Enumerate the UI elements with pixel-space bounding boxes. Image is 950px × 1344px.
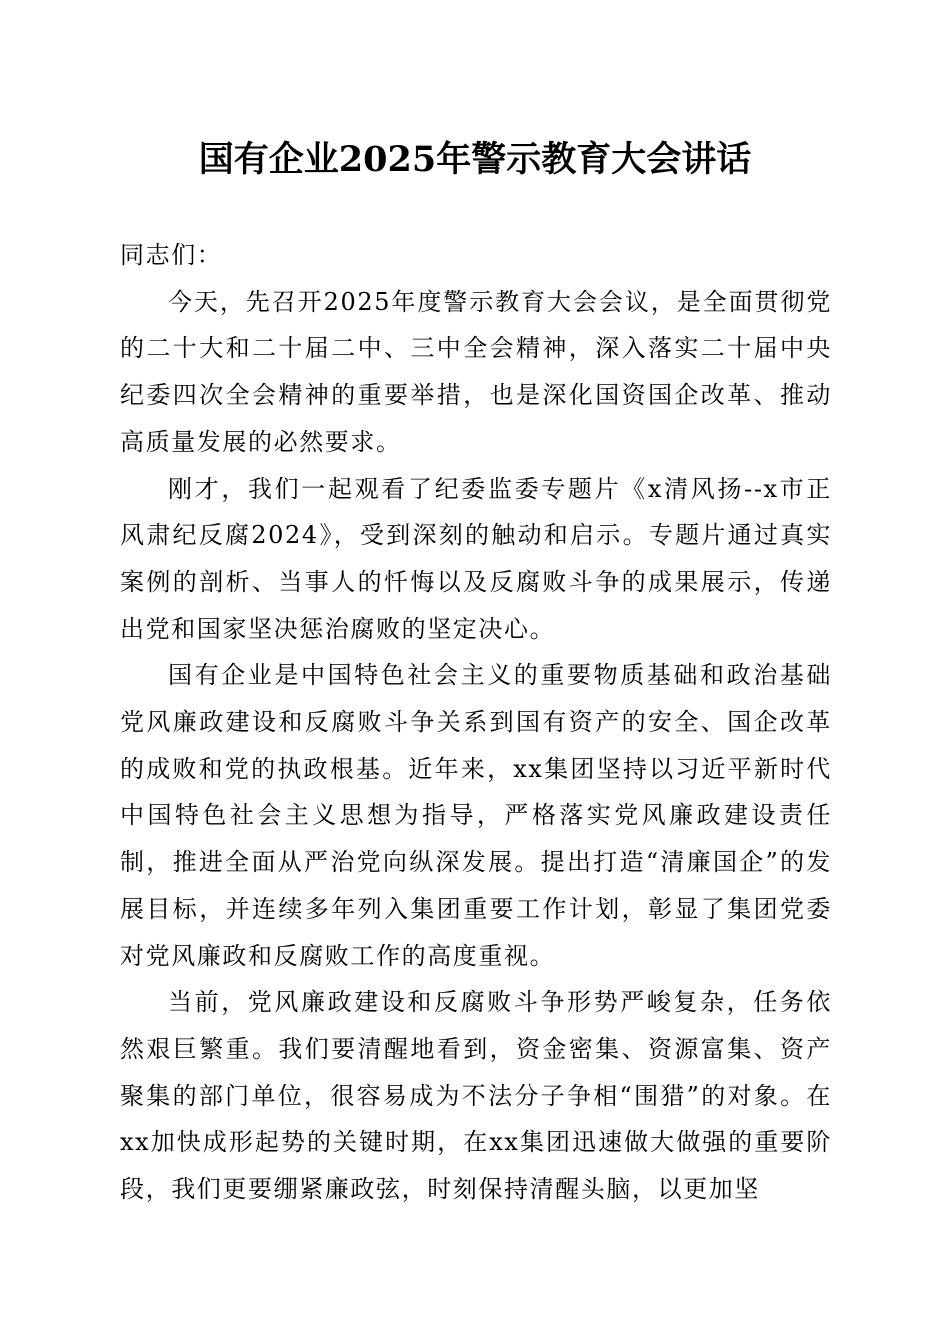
document-body xyxy=(120,232,832,1213)
paragraph-1: 今天，先召开2025年度警示教育大会会议，是全面贯彻党的二十大和二十届二中、三中全会精神，深入落实二十届中央纪委四次全会精神的重要举措，也是深化国资国企改革、推动高质量发展的必然要求。 xyxy=(120,287,832,456)
document-title: 国有企业2025年警示教育大会讲话 xyxy=(198,139,752,180)
paragraph-3: 国有企业是中国特色社会主义的重要物质基础和政治基础党风廉政建设和反腐败斗争关系到国有资产的安全、国企改革的成败和党的执政根基。近年来，xx集团坚持以习近平新时代中国特色社会主义思想为指导，严格落实党风廉政建设责任制，推进全面从严治党向纵深发展。提出打造“清廉国企”的发展目标，并连续多年列入集团重要工作计划，彰显了集团党委对党风廉政和反腐败工作的高度重视。 xyxy=(120,661,832,970)
paragraph-4: 当前，党风廉政建设和反腐败斗争形势严峻复杂，任务依然艰巨繁重。我们要清醒地看到，资金密集、资源富集、资产聚集的部门单位，很容易成为不法分子争相“围猎”的对象。在xx加快成形起势的关键时期，在xx集团迅速做大做强的重要阶段，我们更要绷紧廉政弦，时刻保持清醒头脑，以更加坚 xyxy=(120,988,832,1204)
paragraph-2: 刚才，我们一起观看了纪委监委专题片《x清风扬--x市正风肃纪反腐2024》，受到深刻的触动和启示。专题片通过真实案例的剖析、当事人的忏悔以及反腐败斗争的成果展示，传递出党和国家坚决惩治腐败的坚定决心。 xyxy=(120,474,832,643)
salutation: 同志们： xyxy=(120,241,223,269)
